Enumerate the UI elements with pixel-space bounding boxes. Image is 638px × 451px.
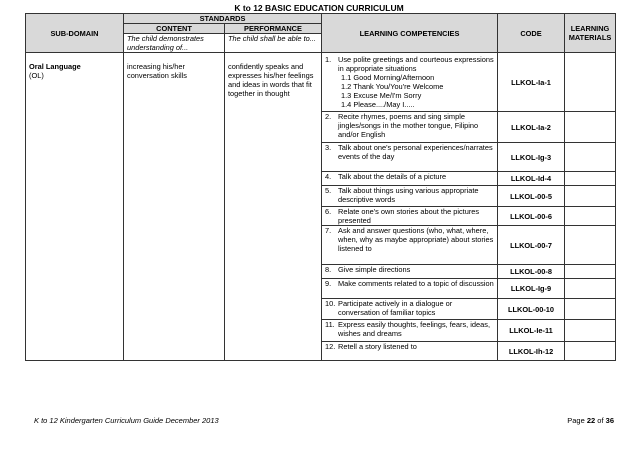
header-performance-sub: The child shall be able to...	[225, 34, 322, 53]
materials-cell	[565, 207, 616, 226]
competency-row	[26, 53, 616, 112]
competency-number: 7.	[325, 226, 332, 235]
competency-text: Recite rhymes, poems and sing simple jingles/songs in the mother tongue, Filipino and/or English	[338, 112, 479, 139]
competency-number: 1.	[325, 55, 332, 64]
competency-number: 8.	[325, 265, 332, 274]
materials-cell	[565, 279, 616, 299]
competency-text: Talk about things using various appropriate descriptive words	[338, 186, 479, 204]
document-title: K to 12 BASIC EDUCATION CURRICULUM	[234, 3, 404, 13]
competency-cell	[322, 143, 498, 172]
competency-cell	[322, 112, 498, 143]
competency-text: Express easily thoughts, feelings, fears, ideas, wishes and dreams	[338, 320, 491, 338]
competency-text: Make comments related to a topic of discussion	[338, 279, 494, 288]
materials-cell	[565, 226, 616, 265]
header-materials: LEARNING MATERIALS	[565, 14, 616, 53]
code-cell: LLKOL-Id-4	[498, 172, 565, 186]
curriculum-table	[25, 13, 616, 361]
code-cell: LLKOL-Ie-11	[498, 320, 565, 342]
code-cell: LLKOL-00-8	[498, 265, 565, 279]
footer-page	[567, 416, 614, 425]
header-competencies: LEARNING COMPETENCIES	[322, 14, 498, 53]
header-sub-domain: SUB-DOMAIN	[26, 14, 124, 53]
competency-cell	[322, 299, 498, 320]
header-code: CODE	[498, 14, 565, 53]
competency-subitem: 1.2 Thank You/You're Welcome	[341, 82, 444, 91]
header-performance: PERFORMANCE	[225, 24, 322, 34]
code-cell: LLKOL-Ih-12	[498, 342, 565, 361]
code-cell: LLKOL-Ia-1	[498, 53, 565, 112]
of-label: of	[597, 416, 604, 425]
competency-number: 6.	[325, 207, 332, 216]
competency-cell	[322, 172, 498, 186]
sub-domain-cell	[26, 53, 124, 361]
header-content-sub: The child demonstrates understanding of...	[124, 34, 225, 53]
competency-text: Use polite greetings and courteous expressions in appropriate situations	[338, 55, 494, 73]
materials-cell	[565, 320, 616, 342]
competency-rows	[26, 53, 616, 361]
competency-cell	[322, 226, 498, 265]
header-standards: STANDARDS	[124, 14, 322, 24]
competency-text: Retell a story listened to	[338, 342, 417, 351]
competency-number: 12.	[325, 342, 336, 351]
materials-cell	[565, 112, 616, 143]
competency-subitem: 1.1 Good Morning/Afternoon	[341, 73, 435, 82]
competency-number: 9.	[325, 279, 332, 288]
page-total: 36	[605, 416, 614, 425]
code-cell: LLKOL-00-10	[498, 299, 565, 320]
code-cell: LLKOL-Ia-2	[498, 112, 565, 143]
code-cell: LLKOL-00-5	[498, 186, 565, 207]
competency-cell	[322, 342, 498, 361]
competency-number: 2.	[325, 112, 332, 121]
content-text: increasing his/her conversation skills	[127, 62, 187, 80]
competency-number: 10.	[325, 299, 336, 308]
performance-text: confidently speaks and expresses his/her feelings and ideas in words that fit together in thought	[228, 62, 314, 98]
competency-subitem: 1.3 Excuse Me/I'm Sorry	[341, 91, 422, 100]
competency-cell	[322, 53, 498, 112]
materials-cell	[565, 143, 616, 172]
materials-cell	[565, 342, 616, 361]
content-cell	[124, 53, 225, 361]
code-cell: LLKOL-Ig-9	[498, 279, 565, 299]
header-content: CONTENT	[124, 24, 225, 34]
footer-guide: K to 12 Kindergarten Curriculum Guide December 2013	[34, 416, 219, 425]
code-cell: LLKOL-00-6	[498, 207, 565, 226]
competency-subitem: 1.4 Please..../May I.....	[341, 100, 415, 109]
materials-cell	[565, 186, 616, 207]
page-number: 22	[586, 416, 596, 425]
competency-text: Participate actively in a dialogue or conversation of familiar topics	[338, 299, 453, 317]
code-cell: LLKOL-00-7	[498, 226, 565, 265]
competency-cell	[322, 207, 498, 226]
competency-text: Ask and answer questions (who, what, where, when, why as maybe appropriate) about stories listened to	[338, 226, 494, 253]
competency-text: Talk about the details of a picture	[338, 172, 447, 181]
competency-number: 3.	[325, 143, 332, 152]
competency-text: Give simple directions	[338, 265, 411, 274]
competency-cell	[322, 265, 498, 279]
sub-domain-abbr: (OL)	[29, 71, 44, 80]
materials-cell	[565, 265, 616, 279]
competency-cell	[322, 320, 498, 342]
competency-number: 11.	[325, 320, 335, 329]
competency-text: Talk about one's personal experiences/narrates events of the day	[338, 143, 493, 161]
competency-text: Relate one's own stories about the pictures presented	[338, 207, 480, 225]
competency-number: 5.	[325, 186, 332, 195]
performance-cell	[225, 53, 322, 361]
materials-cell	[565, 172, 616, 186]
page-label: Page	[567, 416, 585, 425]
sub-domain-name: Oral Language	[29, 62, 81, 71]
competency-number: 4.	[325, 172, 332, 181]
materials-cell	[565, 299, 616, 320]
materials-cell	[565, 53, 616, 112]
competency-cell	[322, 279, 498, 299]
code-cell: LLKOL-Ig-3	[498, 143, 565, 172]
competency-cell	[322, 186, 498, 207]
